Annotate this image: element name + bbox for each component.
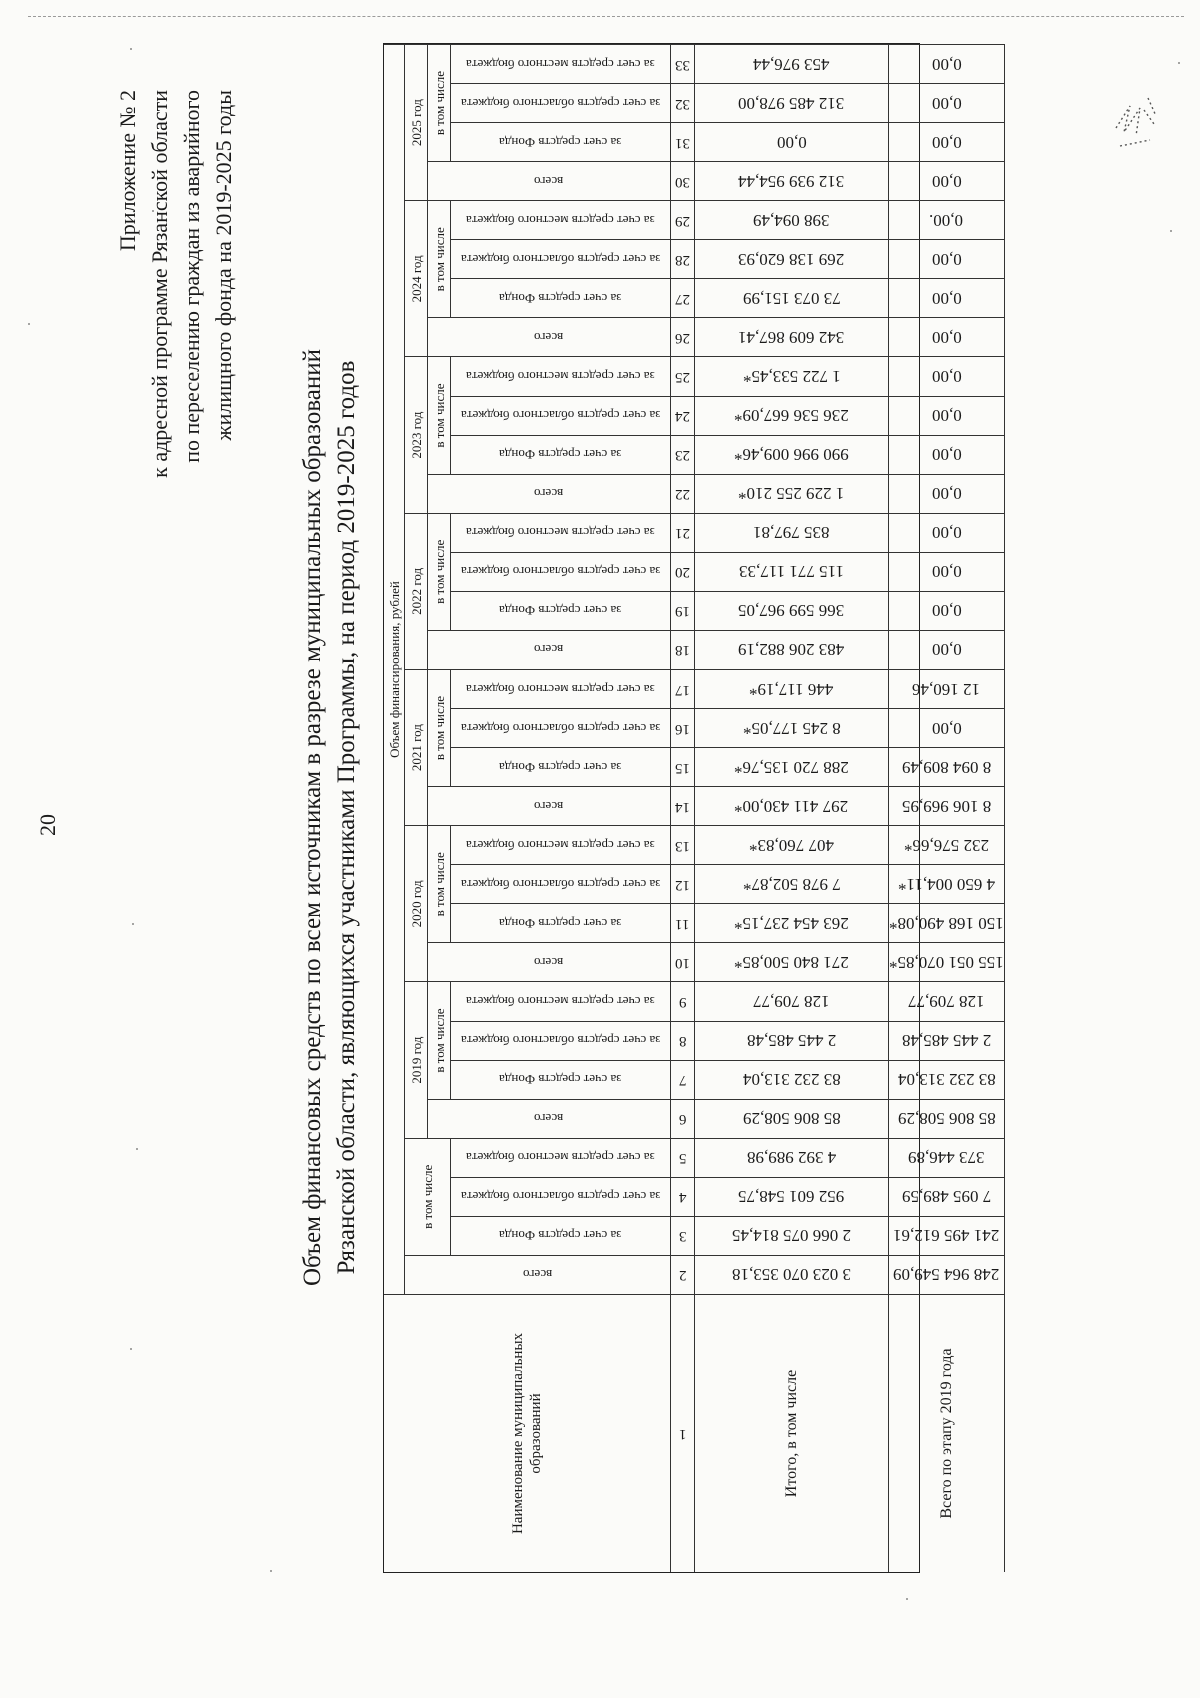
header-fund: за счет средств Фонда [451,122,671,161]
column-number: 26 [671,317,695,356]
table-cell-value: 483 206 882,19 [695,630,889,669]
table-cell-value: 297 411 430,00* [695,786,889,825]
table-cell-value: 236 536 667,09* [695,396,889,435]
table-cell-value: 0,00 [889,317,1005,356]
scan-speck [906,1598,908,1600]
header-in-total: в том числе [428,825,451,942]
header-regional: за счет средств областного бюджета [451,864,671,903]
table-cell-value: 12 160,46 [889,669,1005,708]
header-year: 2021 год [405,669,428,825]
header-local: за счет средств местного бюджета [451,513,671,552]
table-cell-value: 1 722 533,45* [695,357,889,396]
column-number: 16 [671,708,695,747]
appendix-heading [112,90,240,650]
column-number: 24 [671,396,695,435]
table-cell-value: 373 446,89 [889,1138,1005,1177]
header-regional: за счет средств областного бюджета [451,239,671,278]
document-title [296,250,364,1385]
scan-speck [130,48,132,50]
table-cell-value: 0,00 [889,630,1005,669]
header-year-total: всего [428,317,671,356]
scan-speck [130,1348,132,1350]
appendix-line: Приложение № 2 [115,90,140,252]
column-number: 28 [671,239,695,278]
column-number: 19 [671,591,695,630]
header-year: 2022 год [405,513,428,669]
header-year-total: всего [428,161,671,200]
header-fund: за счет средств Фонда [451,747,671,786]
column-number: 12 [671,864,695,903]
table-cell-value: 248 964 549,09 [889,1255,1005,1294]
appendix-line: по переселению граждан из аварийного [179,90,204,463]
header-year-total: всего [428,942,671,981]
header-fund: за счет средств Фонда [451,903,671,942]
scan-speck [136,1148,138,1150]
column-number: 4 [671,1177,695,1216]
header-local: за счет средств местного бюджета [451,44,671,83]
column-number: 9 [671,982,695,1021]
table-cell-value: 446 117,19* [695,669,889,708]
table-cell-value: 241 495 612,61 [889,1216,1005,1255]
table-cell-value: 288 720 135,76* [695,747,889,786]
column-number: 1 [671,1294,695,1572]
table-cell-value: 8 106 969,95 [889,786,1005,825]
table-cell-value: 952 601 548,75 [695,1177,889,1216]
column-number: 21 [671,513,695,552]
header-in-total: в том числе [428,513,451,630]
table-cell-value: 263 454 237,15* [695,903,889,942]
column-number: 6 [671,1099,695,1138]
table-cell-value: 366 599 967,05 [695,591,889,630]
header-fund: за счет средств Фонда [451,435,671,474]
table-cell-value: 232 576,66* [889,825,1005,864]
table-cell-value: 128 709,77 [695,982,889,1021]
column-number: 17 [671,669,695,708]
appendix-line: к адресной программе Рязанской области [147,90,172,478]
table-cell-value: 3 023 070 353,18 [695,1255,889,1294]
funding-table [383,43,1004,1573]
column-number: 22 [671,474,695,513]
header-year: 2023 год [405,357,428,513]
table-cell-value: 128 709,77 [889,982,1005,1021]
table-cell-value: 83 232 313,04 [889,1060,1005,1099]
table-cell-value: 0,00 [889,357,1005,396]
column-number: 23 [671,435,695,474]
header-local: за счет средств местного бюджета [451,1138,671,1177]
header-regional: за счет средств областного бюджета [451,708,671,747]
table-cell-value: 0,00 [889,708,1005,747]
table-cell-value: 0,00 [889,239,1005,278]
title-line: Объем финансовых средств по всем источникам в разрезе муниципальных образований [299,348,326,1287]
header-in-total: в том числе [428,200,451,317]
header-local: за счет средств местного бюджета [451,357,671,396]
header-regional: за счет средств областного бюджета [451,1021,671,1060]
header-local: за счет средств местного бюджета [451,982,671,1021]
header-year: 2020 год [405,825,428,981]
appendix-line: жилищного фонда на 2019-2025 годы [211,90,236,441]
header-fund: за счет средств Фонда [451,1060,671,1099]
table-cell-value: 2 066 075 814,45 [695,1216,889,1255]
scan-speck [1178,62,1180,64]
column-number: 33 [671,44,695,83]
table-cell-value: 312 939 954,44 [695,161,889,200]
scan-speck [28,323,30,325]
table-cell-value: 0,00 [889,278,1005,317]
header-local: за счет средств местного бюджета [451,825,671,864]
header-regional: за счет средств областного бюджета [451,396,671,435]
column-number: 14 [671,786,695,825]
scan-speck [132,923,134,925]
table-cell-value: 7 095 489,59 [889,1177,1005,1216]
scan-speck [270,1570,272,1572]
table-cell-value: 0,00 [889,435,1005,474]
header-total-overall: всего [405,1255,671,1294]
page-number: 20 [35,814,60,836]
header-fund: за счет средств Фонда [451,591,671,630]
table-cell-value: 0,00 [889,161,1005,200]
header-fund: за счет средств Фонда [451,1216,671,1255]
table-cell-value: 269 138 620,93 [695,239,889,278]
title-line: Рязанской области, являющихся участниками Программы, на период 2019-2025 годов [333,360,360,1275]
table-cell-value: 115 771 117,33 [695,552,889,591]
table-cell-value: 342 609 867,41 [695,317,889,356]
table-cell-value: 0,00 [889,396,1005,435]
header-regional: за счет средств областного бюджета [451,83,671,122]
column-number: 10 [671,942,695,981]
table-cell-value: 83 232 313,04 [695,1060,889,1099]
column-number: 18 [671,630,695,669]
table-cell-value: 990 996 009,46* [695,435,889,474]
header-in-total: в том числе [428,357,451,474]
header-in-total: в том числе [428,669,451,786]
column-number: 3 [671,1216,695,1255]
top-dashed-rule [28,16,1184,17]
table-cell-value: 407 760,83* [695,825,889,864]
table-cell-value: 271 840 500,85* [695,942,889,981]
header-municipality-name: Наименование муниципальных образований [384,1294,671,1572]
table-cell-value: 4 392 989,98 [695,1138,889,1177]
header-regional: за счет средств областного бюджета [451,552,671,591]
column-number: 27 [671,278,695,317]
header-year-total: всего [428,630,671,669]
column-number: 2 [671,1255,695,1294]
table-cell-value: 8 094 809,49 [889,747,1005,786]
table-cell-value: 0,00 [889,474,1005,513]
column-number: 32 [671,83,695,122]
header-year-total: всего [428,1099,671,1138]
table-cell-value: 0,00 [889,513,1005,552]
column-number: 25 [671,357,695,396]
table-cell-value: 73 073 151,99 [695,278,889,317]
header-in-total: в том числе [428,44,451,161]
table-cell-value: 398 094,49 [695,200,889,239]
table-cell-value: 0,00 [889,591,1005,630]
table-cell-value: 453 976,44 [695,44,889,83]
header-year: 2025 год [405,44,428,200]
column-number: 30 [671,161,695,200]
header-local: за счет средств местного бюджета [451,669,671,708]
table-cell-value: 4 650 004,11* [889,864,1005,903]
header-funding-volume: Объем финансирования, рублей [384,44,405,1294]
header-year-total: всего [428,474,671,513]
funding-table-grid [383,43,1004,1573]
header-fund: за счет средств Фонда [451,278,671,317]
header-regional: за счет средств областного бюджета [451,1177,671,1216]
table-cell-value: 155 051 070,85* [889,942,1005,981]
column-number: 11 [671,903,695,942]
header-year-total: всего [428,786,671,825]
table-cell-value: 0,00. [889,200,1005,239]
column-number: 7 [671,1060,695,1099]
table-cell-value: 0,00 [889,83,1005,122]
table-cell-value: 85 806 508,29 [695,1099,889,1138]
header-year: 2019 год [405,982,428,1138]
table-cell-value: 2 445 485,48 [695,1021,889,1060]
header-year: 2024 год [405,200,428,356]
row-name: Итого, в том числе [695,1294,889,1572]
header-in-total-overall: в том числе [405,1138,451,1255]
column-number: 5 [671,1138,695,1177]
handwritten-mark [1110,88,1164,158]
table-cell-value: 0,00 [889,552,1005,591]
row-name: Всего по этапу 2019 года [889,1294,1005,1572]
column-number: 8 [671,1021,695,1060]
column-number: 20 [671,552,695,591]
table-cell-value: 312 485 978,00 [695,83,889,122]
table-cell-value: 0,00 [889,122,1005,161]
table-cell-value: 85 806 508,29 [889,1099,1005,1138]
table-cell-value: 0,00 [695,122,889,161]
column-number: 29 [671,200,695,239]
table-cell-value: 8 245 177,05* [695,708,889,747]
column-number: 15 [671,747,695,786]
table-cell-value: 150 168 490,08* [889,903,1005,942]
header-local: за счет средств местного бюджета [451,200,671,239]
header-in-total: в том числе [428,982,451,1099]
table-cell-value: 2 445 485,48 [889,1021,1005,1060]
column-number: 13 [671,825,695,864]
table-cell-value: 1 229 255 210* [695,474,889,513]
table-cell-value: 7 978 502,87* [695,864,889,903]
scan-speck [1170,230,1172,232]
table-cell-value: 835 797,81 [695,513,889,552]
column-number: 31 [671,122,695,161]
table-cell-value: 0,00 [889,44,1005,83]
